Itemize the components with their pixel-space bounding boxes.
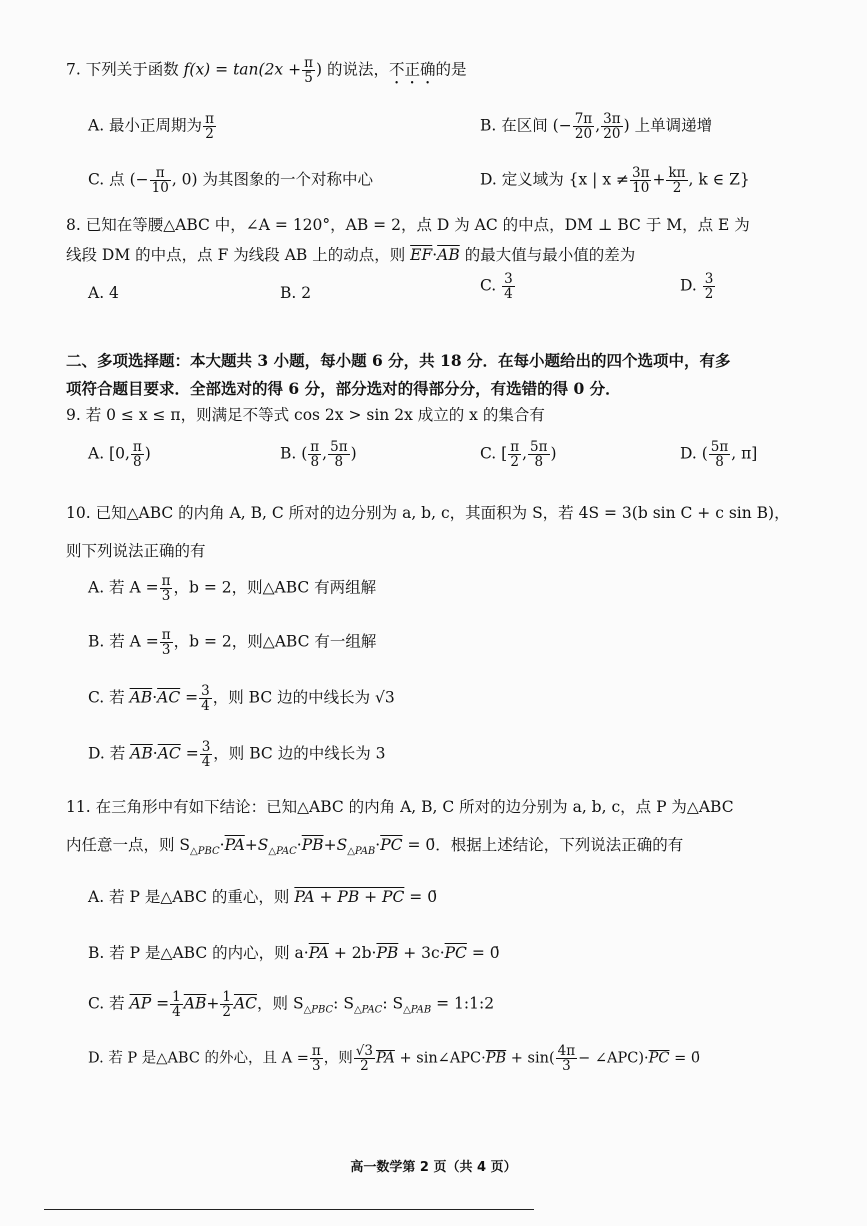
q10-option-c: C. 若 $\overline{AB}\cdot\overline{AC}$ = $\frac{3}{4}$ ，则 BC 边的中线长为 √3 [88, 683, 395, 715]
q7-stem-text: 7. 下列关于函数 [66, 60, 179, 79]
q10-line2: 则下列说法正确的有 [66, 542, 206, 560]
q10-option-a: A. 若 A = $\frac{\pi}{3}$ ，b = 2，则△ABC 有两组解 [88, 573, 377, 605]
page-footer: 高一数学第 2 页（共 4 页） [350, 1160, 517, 1175]
q9-option-a: A. [0, $\frac{\pi}{8}$ ) [88, 439, 151, 471]
q7-option-a: A. 最小正周期为 $\frac{\pi}{2}$ [88, 111, 214, 143]
q8-option-b: B. 2 [280, 284, 312, 302]
q7-emphasis: 不正确 [388, 60, 436, 79]
q7-option-d: D. 定义域为 {x | x ≠ $\frac{3\pi}{10}$ + $\frac{k\pi}{2}$ , k ∈ Z} [480, 165, 750, 197]
q10-option-d: D. 若 $\overline{AB}\cdot\overline{AC}$ = $\frac{3}{4}$ ，则 BC 边的中线长为 3 [88, 739, 386, 771]
bottom-divider [44, 1209, 534, 1210]
section2-line2: 项符合题目要求．全部选对的得 6 分，部分选对的得部分分，有选错的得 0 分． [66, 379, 621, 398]
q7-stem-text-b: ) 的说法， [315, 60, 389, 79]
q7-stem-text-c: 的是 [435, 60, 467, 79]
q8-option-a: A. 4 [88, 284, 119, 302]
q7-fraction: $\frac{\pi}{5}$ [304, 55, 313, 87]
q9-stem: 9. 若 0 ≤ x ≤ π，则满足不等式 cos 2x > sin 2x 成立的 x 的集合有 [66, 406, 545, 424]
q7-stem [66, 56, 466, 88]
vector-ab: $\overline{AB}$ [437, 246, 460, 264]
q8-line1: 8. 已知在等腰△ABC 中，∠A = 120°，AB = 2，点 D 为 AC 的中点，DM ⊥ BC 于 M，点 E 为 [66, 216, 750, 234]
q11-line1: 11. 在三角形中有如下结论：已知△ABC 的内角 A, B, C 所对的边分别为 a, b, c，点 P 为△ABC [66, 798, 734, 816]
q10-option-b: B. 若 A = $\frac{\pi}{3}$ ，b = 2，则△ABC 有一组解 [88, 627, 377, 659]
q7-function: f(x) = tan(2x + [183, 60, 302, 79]
q7-option-b: B. 在区间 (− $\frac{7\pi}{20}$ , $\frac{3\pi}{20}$ ) 上单调递增 [480, 111, 713, 143]
q7-option-c: C. 点 (− $\frac{\pi}{10}$ , 0) 为其图象的一个对称中心 [88, 165, 374, 197]
q8-line2: 线段 DM 的中点，点 F 为线段 AB 上的动点，则 $\overline{EF}\cdot\overline{AB}$ 的最大值与最小值的差为 [66, 246, 636, 264]
q9-option-c: C. [ $\frac{\pi}{2}$ , $\frac{5\pi}{8}$ ) [480, 439, 557, 471]
q9-option-b: B. ( $\frac{\pi}{8}$ , $\frac{5\pi}{8}$ ) [280, 439, 357, 471]
section2-line1: 二、多项选择题：本大题共 3 小题，每小题 6 分，共 18 分．在每小题给出的四个选项中，有多 [66, 351, 731, 370]
q11-option-b: B. 若 P 是△ABC 的内心，则 $a\cdot\overline{PA} + 2b\cdot\overline{PB} + 3c\cdot\overline{PC}$ = 0̄ [88, 944, 500, 962]
q8-option-d: D. $\frac{3}{2}$ [680, 271, 714, 303]
q11-option-d: D. 若 P 是△ABC 的外心，且 A = $\frac{\pi}{3}$ ，则 $\frac{√3}{2}$ $\overline{PA}$ + $\sin\angle APC\cdot\overline{PB} + \sin$( $\frac{4\pi}{3}$ − $\angle APC)\cdot\overline{PC}$ = 0̄ [88, 1043, 701, 1075]
q11-line2: 内任意一点，则 $S_{\triangle PBC}\cdot\overline{PA}+S_{\triangle PAC}\cdot\overline{PB}+S_{\triangle PAB}\cdot\overline{PC}$ = 0̄．根据上述结论，下列说法正确的有 [66, 836, 684, 857]
q9-option-d: D. ( $\frac{5\pi}{8}$ , π] [680, 439, 758, 471]
q10-line1: 10. 已知△ABC 的内角 A, B, C 所对的边分别为 a, b, c，其面积为 S，若 4S = 3(b sin C + c sin B)， [66, 504, 790, 522]
q11-option-c: C. 若 $\overline{AP}$ = $\frac{1}{4}$ $\overline{AB}+$ $\frac{1}{2}$ $\overline{AC}$，则 $S_{\triangle PBC}$: $S_{\triangle PAC}$: $S_{\triangle PAB}$ = 1:1:2 [88, 989, 495, 1021]
q8-option-c: C. $\frac{3}{4}$ [480, 271, 513, 303]
vector-ef: $\overline{EF}$ [410, 246, 433, 264]
q11-option-a: A. 若 P 是△ABC 的重心，则 PA + PB + PC = 0̄ [88, 888, 438, 906]
